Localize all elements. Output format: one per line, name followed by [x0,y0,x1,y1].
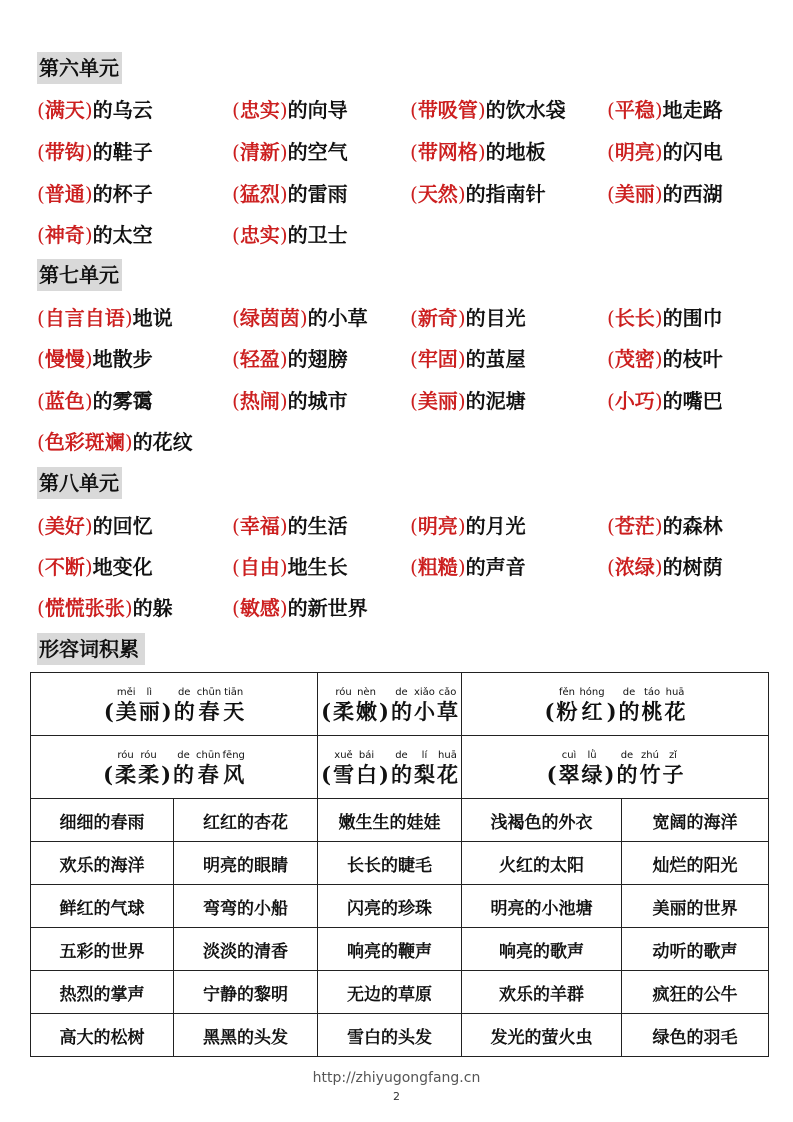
pinyin-phrase-cell [31,673,318,736]
table-cell: 美丽的世界 [622,885,769,928]
hanzi-text: ) [379,698,389,724]
table-row [31,1014,769,1057]
pinyin-text: zhú [640,749,659,761]
pinyin-text: chūn [196,686,222,698]
pinyin-text: huā [438,749,457,761]
hanzi-text: ) [161,698,172,724]
word-row [37,345,767,373]
pinyin-phrase [546,750,685,788]
pinyin-text: de [622,686,636,698]
hanzi-text: 雪 [333,761,355,787]
table-row [31,971,769,1014]
pinyin-text: de [395,686,408,698]
phrase: (满天)的乌云 [37,98,153,122]
ruby-char [545,687,555,725]
pinyin-text: róu [335,686,352,698]
phrase: (忠实)的卫士 [232,223,348,247]
phrase: (敏感)的新世界 [232,596,368,620]
hanzi-text: 草 [436,698,458,724]
hanzi-text: 柔 [333,698,355,724]
ruby-char [174,687,195,725]
hanzi-text: 天 [223,698,245,724]
pinyin-text: lí [421,749,428,761]
ruby-char [333,687,354,725]
table-cell: 细细的春雨 [31,799,174,842]
pinyin-text: xuě [334,749,353,761]
table-cell: 无边的草原 [318,971,462,1014]
table-cell: 高大的松树 [31,1014,174,1057]
hanzi-text: ) [379,761,389,787]
word-row [37,553,767,581]
table-cell: 欢乐的羊群 [462,971,622,1014]
ruby-char [103,750,113,788]
phrase: (浓绿)的树荫 [607,555,723,579]
pinyin-text: fěn [558,686,575,698]
pinyin-phrase-cell [318,673,462,736]
word-row [37,180,767,208]
phrase: (小巧)的嘴巴 [607,389,723,413]
pinyin-text: měi [116,686,136,698]
ruby-char [437,687,458,725]
ruby-char [582,750,603,788]
phrase: (蓝色)的雾霭 [37,389,153,413]
hanzi-text: ( [103,698,114,724]
pinyin-phrase [102,750,246,788]
hanzi-text: ) [606,698,617,724]
section-heading-unit6: 第六单元 [37,52,122,84]
hanzi-text: ) [604,761,615,787]
pinyin-text: róu [140,749,157,761]
hanzi-text: 的 [616,761,638,787]
table-cell: 响亮的歌声 [462,928,622,971]
ruby-char [162,687,172,725]
hanzi-text: 柔 [138,761,160,787]
phrase: (猛烈)的雷雨 [232,182,348,206]
adjective-table [30,672,769,1057]
table-cell: 长长的睫毛 [318,842,462,885]
table-cell: 灿烂的阳光 [622,842,769,885]
hanzi-text: 柔 [115,761,137,787]
word-row [37,304,767,332]
ruby-char [223,687,244,725]
pinyin-text: huā [665,686,685,698]
pinyin-text: nèn [357,686,376,698]
pinyin-text: cǎo [438,686,457,698]
table-cell: 发光的萤火虫 [462,1014,622,1057]
word-row [37,387,767,415]
phrase: (绿茵茵)的小草 [232,306,368,330]
table-cell: 弯弯的小船 [174,885,318,928]
ruby-char [391,687,412,725]
table-cell: 红红的杏花 [174,799,318,842]
hanzi-text: 红 [581,698,603,724]
ruby-char [391,750,412,788]
ruby-char [115,750,136,788]
ruby-char [116,687,137,725]
phrase: (幸福)的生活 [232,514,348,538]
hanzi-text: 的 [390,698,412,724]
table-cell: 明亮的眼睛 [174,842,318,885]
table-cell: 淡淡的清香 [174,928,318,971]
table-cell: 宁静的黎明 [174,971,318,1014]
ruby-char [139,687,160,725]
table-row [31,885,769,928]
table-cell: 动听的歌声 [622,928,769,971]
hanzi-text: ( [546,761,557,787]
section-heading-unit8: 第八单元 [37,467,122,499]
ruby-char [616,750,637,788]
phrase: (新奇)的目光 [410,306,526,330]
ruby-char [579,687,604,725]
ruby-char [414,750,435,788]
pinyin-text: fēng [222,749,245,761]
phrase: (热闹)的城市 [232,389,348,413]
ruby-char [161,750,171,788]
word-row [37,96,767,124]
hanzi-text: 白 [356,761,378,787]
hanzi-text: 竹 [639,761,661,787]
pinyin-phrase [103,687,245,725]
pinyin-text: xiǎo [413,686,435,698]
pinyin-phrase-cell [462,673,769,736]
ruby-char [547,750,557,788]
pinyin-text: róu [117,749,134,761]
ruby-char [559,750,580,788]
phrase: (自言自语)地说 [37,306,173,330]
phrase: (美丽)的泥塘 [410,389,526,413]
table-cell: 黑黑的头发 [174,1014,318,1057]
hanzi-text: 小 [413,698,435,724]
phrase: (茂密)的枝叶 [607,347,723,371]
pinyin-phrase-cell [31,736,318,799]
ruby-char [138,750,159,788]
table-cell: 浅褐色的外衣 [462,799,622,842]
phrase: (不断)地变化 [37,555,153,579]
pinyin-text: de [177,686,191,698]
table-cell: 响亮的鞭声 [318,928,462,971]
pinyin-phrase-cell [318,736,462,799]
table-cell: 疯狂的公牛 [622,971,769,1014]
phrase: (普通)的杯子 [37,182,153,206]
table-cell: 欢乐的海洋 [31,842,174,885]
table-row [31,842,769,885]
ruby-char [356,750,377,788]
phrase: (明亮)的月光 [410,514,526,538]
phrase: (明亮)的闪电 [607,140,723,164]
word-row [37,512,767,540]
hanzi-text: 花 [436,761,458,787]
pinyin-text: de [395,749,408,761]
phrase: (清新)的空气 [232,140,348,164]
word-row [37,428,767,456]
ruby-char [379,750,389,788]
word-row [37,221,767,249]
ruby-char [173,750,194,788]
table-cell: 绿色的羽毛 [622,1014,769,1057]
ruby-char [196,750,221,788]
ruby-char [639,750,660,788]
table-cell: 明亮的小池塘 [462,885,622,928]
table-row [31,928,769,971]
table-cell: 宽阔的海洋 [622,799,769,842]
hanzi-text: 嫩 [356,698,378,724]
phrase: (轻盈)的翅膀 [232,347,348,371]
hanzi-text: ) [161,761,171,787]
ruby-char [607,687,617,725]
pinyin-text: tiān [224,686,244,698]
ruby-char [379,687,389,725]
hanzi-text: 翠 [558,761,580,787]
ruby-char [556,687,577,725]
table-cell: 闪亮的珍珠 [318,885,462,928]
table-cell: 五彩的世界 [31,928,174,971]
hanzi-text: 的 [390,761,412,787]
section-heading-adjectives: 形容词积累 [37,633,145,665]
ruby-char [321,687,331,725]
hanzi-text: 的 [173,698,195,724]
ruby-char [665,687,686,725]
phrase: (天然)的指南针 [410,182,546,206]
phrase: (粗糙)的声音 [410,555,526,579]
hanzi-text: 桃 [641,698,663,724]
hanzi-text: ( [321,698,332,724]
hanzi-text: 梨 [413,761,435,787]
section-heading-unit7: 第七单元 [37,259,122,291]
pinyin-text: zǐ [668,749,677,761]
ruby-char [642,687,663,725]
table-cell: 嫩生生的娃娃 [318,799,462,842]
ruby-char [104,687,114,725]
phrase: (慌慌张张)的躲 [37,596,173,620]
table-cell: 热烈的掌声 [31,971,174,1014]
hanzi-text: 丽 [138,698,160,724]
ruby-char [197,687,222,725]
pinyin-phrase [320,687,459,725]
phrase: (平稳)地走路 [607,98,723,122]
pinyin-text: de [620,749,634,761]
pinyin-text: de [177,749,190,761]
ruby-char [662,750,683,788]
header-row [31,736,769,799]
phrase: (色彩斑斓)的花纹 [37,430,193,454]
pinyin-text: hóng [579,686,605,698]
hanzi-text: 绿 [581,761,603,787]
table-row [31,799,769,842]
hanzi-text: 春 [197,761,219,787]
hanzi-text: 春 [198,698,220,724]
phrase: (带网格)的地板 [410,140,546,164]
word-row [37,138,767,166]
footer-url[interactable]: http://zhiyugongfang.cn [312,1070,481,1086]
hanzi-text: 美 [115,698,137,724]
ruby-char [619,687,640,725]
hanzi-text: 的 [173,761,194,787]
pinyin-phrase [320,750,459,788]
ruby-char [356,687,377,725]
phrase: (自由)地生长 [232,555,348,579]
phrase: (忠实)的向导 [232,98,348,122]
phrase: (苍茫)的森林 [607,514,723,538]
phrase: (美丽)的西湖 [607,182,723,206]
hanzi-text: 花 [664,698,686,724]
hanzi-text: 粉 [556,698,578,724]
table-cell: 火红的太阳 [462,842,622,885]
pinyin-text: cuì [561,749,577,761]
hanzi-text: ( [321,761,332,787]
table-cell: 雪白的头发 [318,1014,462,1057]
hanzi-text: 子 [662,761,684,787]
table-cell: 鲜红的气球 [31,885,174,928]
ruby-char [414,687,435,725]
phrase: (带吸管)的饮水袋 [410,98,566,122]
phrase: (美好)的回忆 [37,514,153,538]
phrase: (牢固)的茧屋 [410,347,526,371]
word-row [37,594,767,622]
phrase: (慢慢)地散步 [37,347,153,371]
page-number: 2 [393,1090,400,1103]
pinyin-text: lì [146,686,153,698]
ruby-char [223,750,245,788]
pinyin-text: lǜ [587,749,597,761]
ruby-char [333,750,354,788]
phrase: (长长)的围巾 [607,306,723,330]
pinyin-text: táo [643,686,661,698]
phrase: (神奇)的太空 [37,223,153,247]
pinyin-phrase [544,687,687,725]
pinyin-phrase-cell [462,736,769,799]
pinyin-text: bái [358,749,375,761]
ruby-char [437,750,458,788]
hanzi-text: ( [544,698,555,724]
pinyin-text: chūn [196,749,221,761]
hanzi-text: ( [103,761,114,787]
header-row [31,673,769,736]
hanzi-text: 风 [223,761,245,787]
ruby-char [605,750,615,788]
ruby-char [321,750,331,788]
phrase: (带钩)的鞋子 [37,140,153,164]
hanzi-text: 的 [618,698,640,724]
